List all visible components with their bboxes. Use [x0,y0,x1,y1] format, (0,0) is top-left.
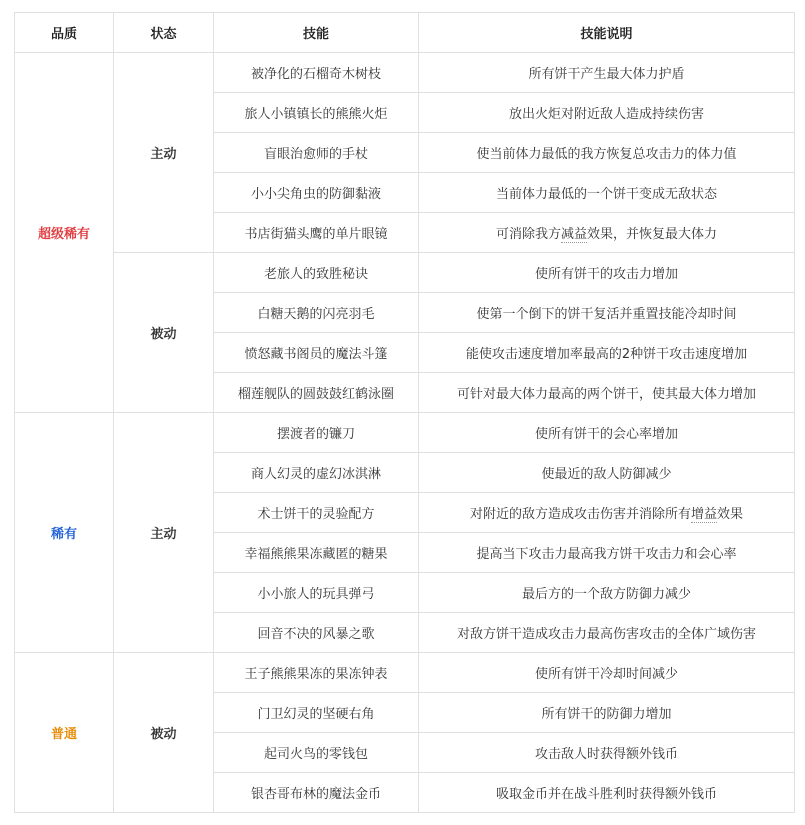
desc-text: 可消除我方 [495,227,561,242]
desc-text: 效果 [717,507,744,522]
skill-description [419,493,795,533]
skill-name: 被净化的石榴奇木树枝 [214,53,419,93]
desc-text: 对附近的敌方造成攻击伤害并消除所有 [469,507,691,522]
status-cell-passive: 被动 [114,253,214,413]
skill-description: 使所有饼干的攻击力增加 [419,253,795,293]
skill-description: 使最近的敌人防御减少 [419,453,795,493]
skill-description: 使第一个倒下的饼干复活并重置技能冷却时间 [419,293,795,333]
skill-name: 门卫幻灵的坚硬右角 [214,693,419,733]
skill-description [419,213,795,253]
skill-name: 榴莲舰队的圆鼓鼓红鹤泳圈 [214,373,419,413]
status-cell-active: 主动 [114,413,214,653]
table-row [15,53,795,93]
skill-description: 使当前体力最低的我方恢复总攻击力的体力值 [419,133,795,173]
status-cell-passive: 被动 [114,653,214,813]
skill-description: 使所有饼干冷却时间减少 [419,653,795,693]
desc-text: 效果，并恢复最大体力 [587,227,718,242]
skill-description: 使所有饼干的会心率增加 [419,413,795,453]
skill-description: 对敌方饼干造成攻击力最高伤害攻击的全体广域伤害 [419,613,795,653]
skill-name: 银杏哥布林的魔法金币 [214,773,419,813]
skill-description: 攻击敌人时获得额外钱币 [419,733,795,773]
skill-name: 小小旅人的玩具弹弓 [214,573,419,613]
skill-name: 愤怒藏书阁员的魔法斗篷 [214,333,419,373]
skill-description: 能使攻击速度增加率最高的2种饼干攻击速度增加 [419,333,795,373]
skill-name: 术士饼干的灵验配方 [214,493,419,533]
skill-name: 白糖天鹅的闪亮羽毛 [214,293,419,333]
skill-description: 当前体力最低的一个饼干变成无敌状态 [419,173,795,213]
header-skill: 技能 [214,13,419,53]
header-row [15,13,795,53]
table-row [15,413,795,453]
table-row [15,253,795,293]
quality-cell-common: 普通 [15,653,114,813]
term-link-debuff[interactable]: 减益 [560,227,587,242]
term-link-buff[interactable]: 增益 [690,507,717,522]
table-row [15,653,795,693]
skill-name: 小小尖角虫的防御黏液 [214,173,419,213]
skill-name: 盲眼治愈师的手杖 [214,133,419,173]
skill-description: 可针对最大体力最高的两个饼干，使其最大体力增加 [419,373,795,413]
skill-description: 最后方的一个敌方防御力减少 [419,573,795,613]
header-skill-description: 技能说明 [419,13,795,53]
status-cell-active: 主动 [114,53,214,253]
skill-name: 回音不决的风暴之歌 [214,613,419,653]
skill-name: 幸福熊熊果冻藏匿的糖果 [214,533,419,573]
skill-description: 所有饼干产生最大体力护盾 [419,53,795,93]
quality-cell-rare: 稀有 [15,413,114,653]
skill-name: 王子熊熊果冻的果冻钟表 [214,653,419,693]
skill-name: 摆渡者的镰刀 [214,413,419,453]
skill-name: 老旅人的致胜秘诀 [214,253,419,293]
skill-name: 商人幻灵的虚幻冰淇淋 [214,453,419,493]
skills-table [14,12,795,813]
header-quality: 品质 [15,13,114,53]
skill-name: 旅人小镇镇长的熊熊火炬 [214,93,419,133]
skill-description: 提高当下攻击力最高我方饼干攻击力和会心率 [419,533,795,573]
skill-description: 吸取金币并在战斗胜利时获得额外钱币 [419,773,795,813]
skill-description: 放出火炬对附近敌人造成持续伤害 [419,93,795,133]
skill-description: 所有饼干的防御力增加 [419,693,795,733]
skill-name: 书店街猫头鹰的单片眼镜 [214,213,419,253]
skill-name: 起司火鸟的零钱包 [214,733,419,773]
quality-cell-super-rare: 超级稀有 [15,53,114,413]
header-status: 状态 [114,13,214,53]
